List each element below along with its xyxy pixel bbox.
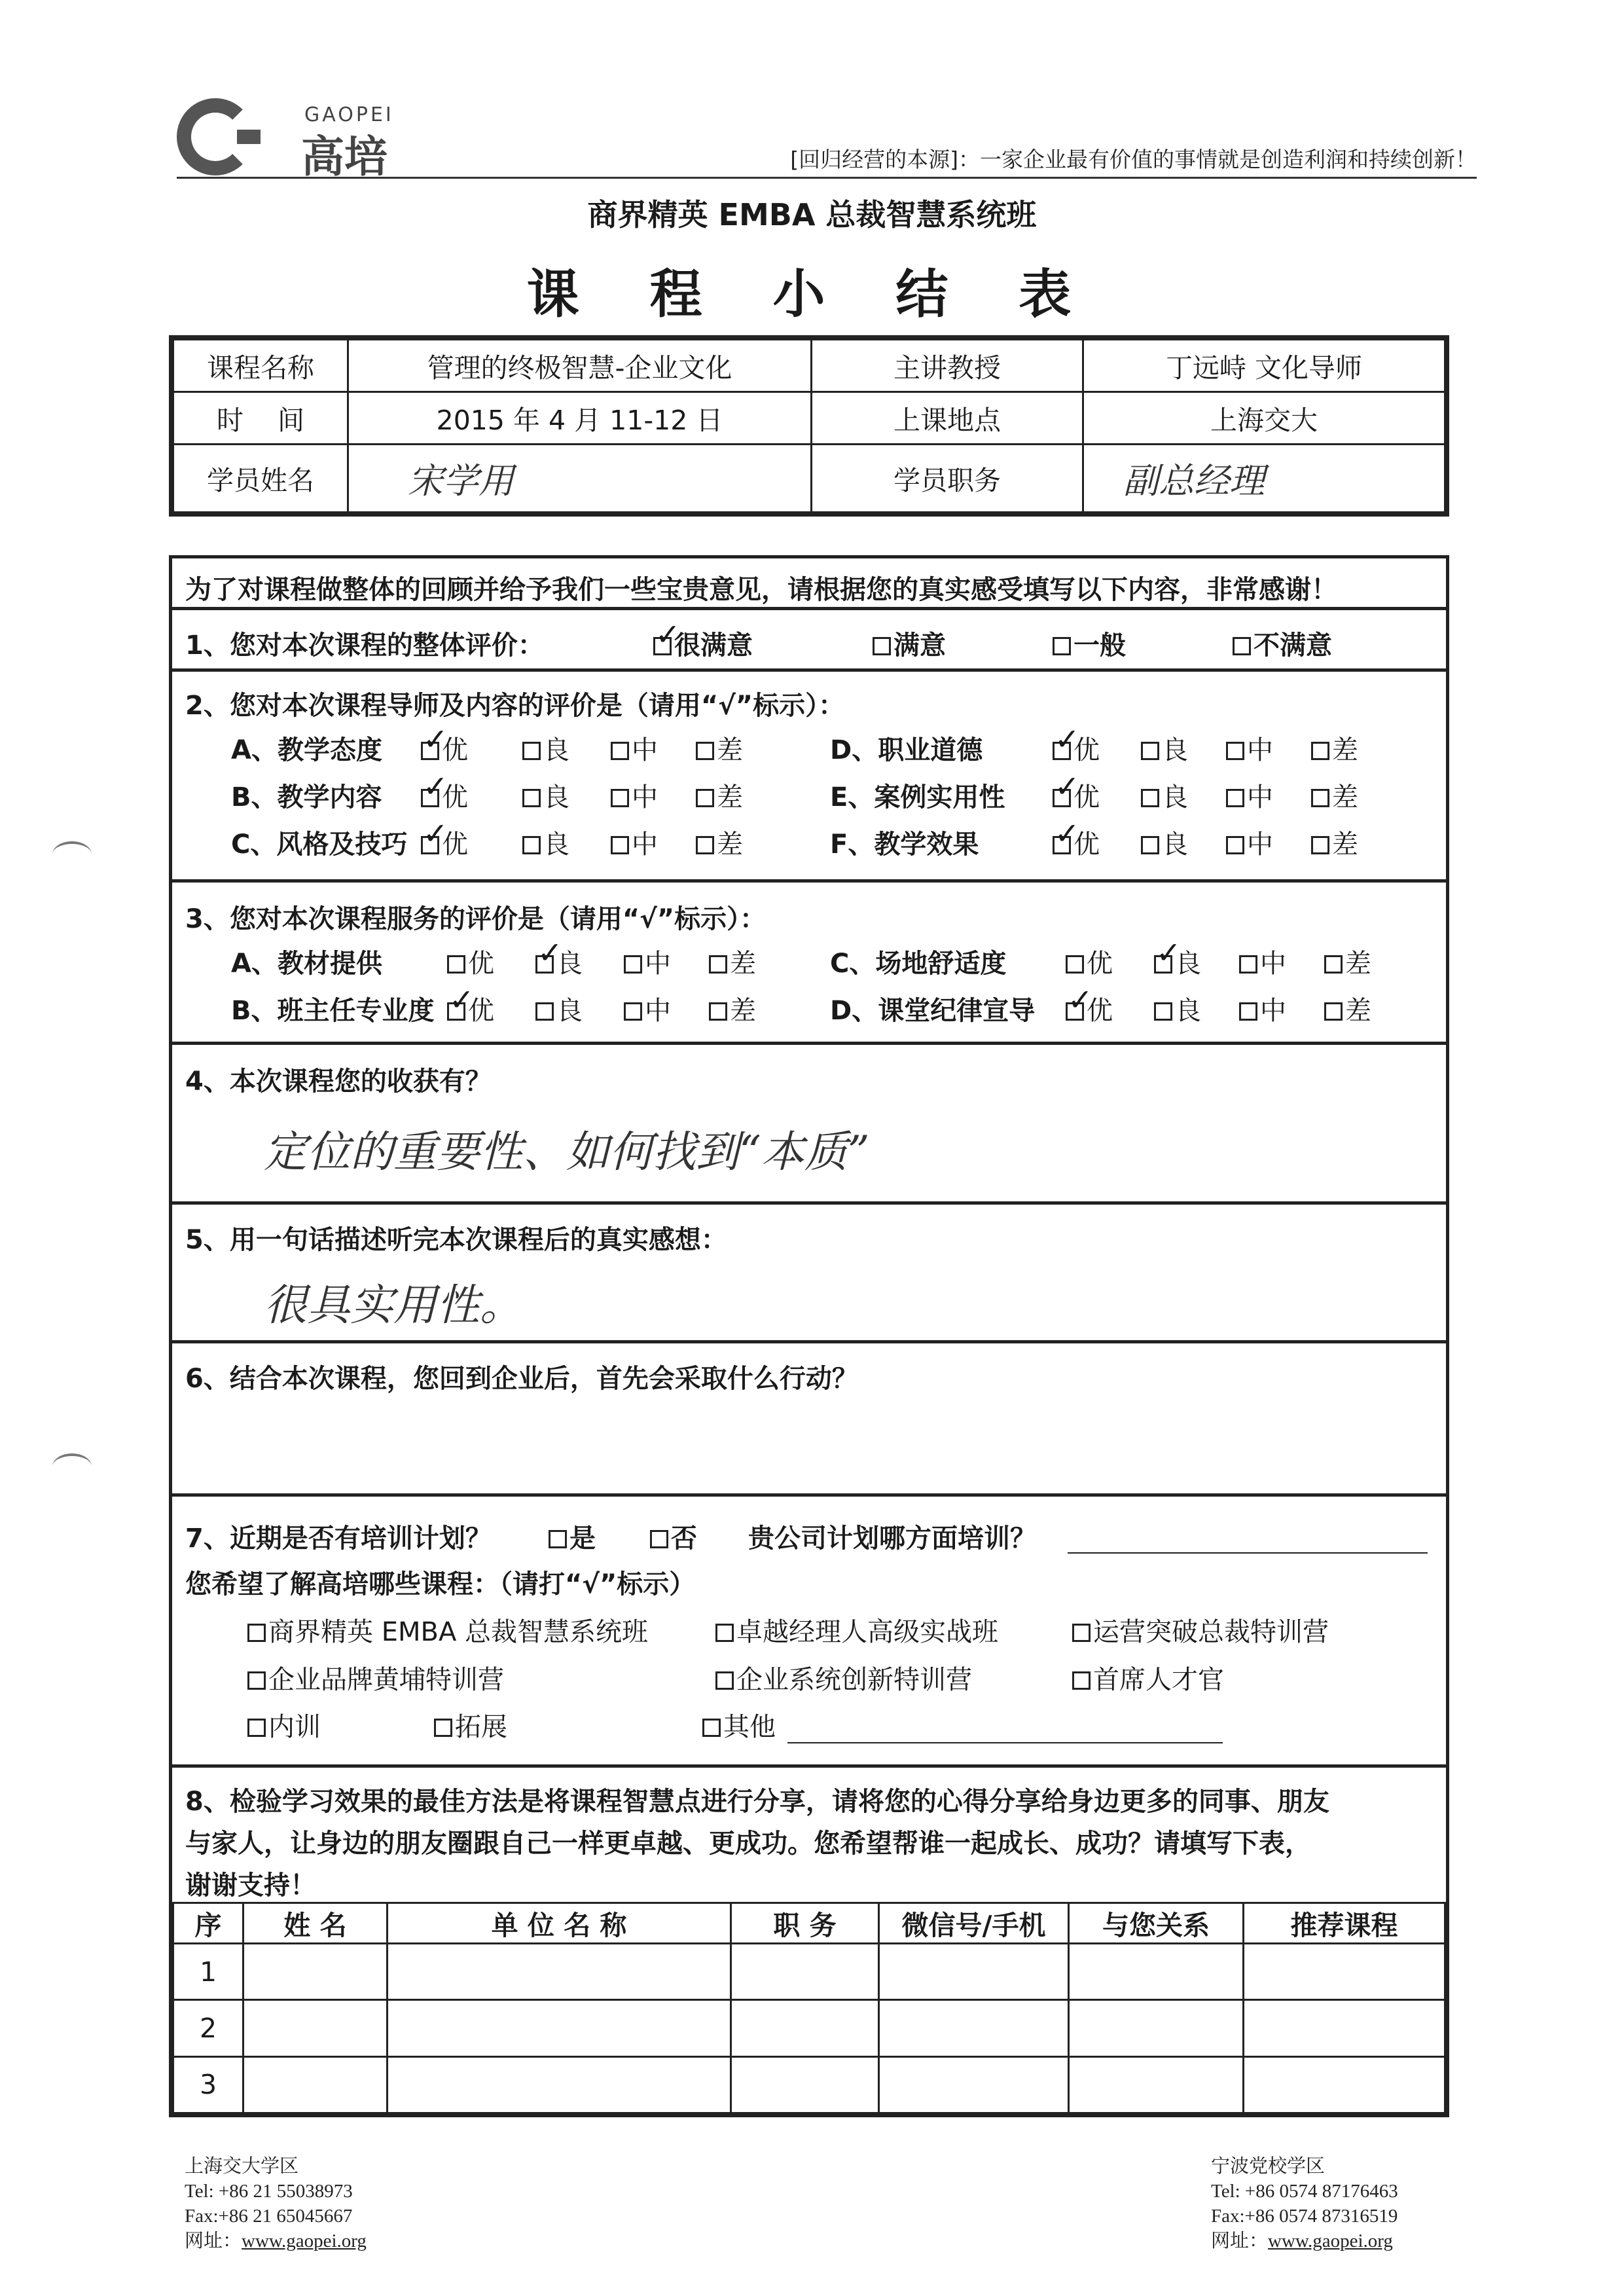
row-number: 3 xyxy=(173,2056,244,2113)
rating-option[interactable] xyxy=(447,990,494,1027)
checkbox-icon[interactable] xyxy=(1239,1002,1257,1021)
checkbox-checked-icon[interactable] xyxy=(447,1002,465,1021)
header-divider xyxy=(177,177,1477,179)
footer-right xyxy=(1211,2154,1398,2253)
checkbox-icon[interactable] xyxy=(611,836,629,854)
course-option[interactable]: 运营突破总裁特训营 xyxy=(1072,1611,1329,1649)
referral-input-cell[interactable] xyxy=(731,2000,879,2056)
referral-input-cell[interactable] xyxy=(1244,2056,1445,2113)
checkbox-icon[interactable] xyxy=(1324,955,1343,974)
rating-option[interactable] xyxy=(611,729,658,767)
q5-section xyxy=(169,1205,1449,1343)
referral-input-cell[interactable] xyxy=(731,1944,879,2000)
rating-item-label: D、课堂纪律宣导 xyxy=(830,996,1036,1026)
checkbox-icon[interactable] xyxy=(696,742,714,760)
checkbox-icon[interactable] xyxy=(1154,1002,1172,1021)
rating-option[interactable] xyxy=(535,943,583,980)
course-option[interactable]: 首席人才官 xyxy=(1072,1659,1224,1696)
rating-item-label: B、教学内容 xyxy=(231,782,382,812)
checkbox-checked-icon[interactable] xyxy=(1066,1002,1084,1021)
rating-option[interactable] xyxy=(522,729,569,767)
rating-grade-label: 良 xyxy=(543,829,569,860)
rating-option[interactable] xyxy=(1141,824,1188,861)
q7-wish-text: 您希望了解高培哪些课程：（请打“√”标示） xyxy=(185,1569,696,1599)
rating-option[interactable] xyxy=(1311,824,1358,861)
rating-option[interactable] xyxy=(421,824,468,861)
q3-section xyxy=(169,883,1449,1045)
q7-plan-text: 贵公司计划哪方面培训？ xyxy=(748,1523,1036,1554)
teacher-label: 主讲教授 xyxy=(812,340,1083,392)
rating-grade-label: 优 xyxy=(442,735,468,765)
rating-option[interactable] xyxy=(611,776,658,814)
q6-text: 6、结合本次课程，您回到企业后，首先会采取什么行动？ xyxy=(185,1364,858,1394)
rating-option[interactable] xyxy=(709,990,756,1027)
checkbox-checked-icon[interactable] xyxy=(1154,955,1172,974)
q7-section xyxy=(169,1497,1449,1768)
rating-option[interactable] xyxy=(447,943,494,980)
q4-answer[interactable]: 定位的重要性、如何找到“本质” xyxy=(264,1127,870,1177)
checkbox-icon[interactable] xyxy=(1141,789,1159,807)
logo-en-text: GAOPEI xyxy=(304,103,394,126)
campus-tel: Tel: +86 21 55038973 xyxy=(185,2181,353,2202)
q5-text: 5、用一句话描述听完本次课程后的真实感想： xyxy=(185,1225,727,1255)
rating-grade-label: 优 xyxy=(1074,782,1100,812)
rating-option[interactable] xyxy=(1239,943,1286,980)
checkbox-checked-icon[interactable] xyxy=(535,955,554,974)
referral-input-cell[interactable] xyxy=(1069,2000,1244,2056)
referral-input-cell[interactable] xyxy=(879,2000,1069,2056)
rating-option[interactable] xyxy=(624,943,671,980)
rating-grade-label: 中 xyxy=(1247,829,1273,860)
logo-cn-text: 高培 xyxy=(301,132,388,182)
rating-item-label: E、案例实用性 xyxy=(830,782,1005,812)
student-name-label: 学员姓名 xyxy=(173,445,348,513)
campus-tel: Tel: +86 0574 87176463 xyxy=(1211,2181,1398,2202)
checkbox-icon[interactable] xyxy=(1324,1002,1343,1021)
q7-option-yes[interactable]: 是 xyxy=(549,1518,596,1555)
rating-option[interactable] xyxy=(1226,776,1273,814)
rating-grade-label: 优 xyxy=(1074,829,1100,860)
referral-header-cell: 推荐课程 xyxy=(1244,1903,1445,1944)
rating-grade-label: 差 xyxy=(717,735,743,765)
checkbox-icon[interactable] xyxy=(522,836,541,854)
row-number: 2 xyxy=(173,2000,244,2056)
referral-input-cell[interactable] xyxy=(879,1944,1069,2000)
q7-text: 7、近期是否有培训计划？ xyxy=(185,1523,492,1554)
q8-text-line2: 与家人，让身边的朋友圈跟自己一样更卓越、更成功。您希望帮谁一起成长、成功？请填写下表， xyxy=(185,1829,1311,1859)
rating-grade-label: 差 xyxy=(717,829,743,860)
checkbox-icon[interactable] xyxy=(696,789,714,807)
rating-grade-label: 良 xyxy=(543,782,569,812)
referral-table xyxy=(172,1902,1446,2114)
q4-text: 4、本次课程您的收获有？ xyxy=(185,1066,492,1097)
checkbox-icon[interactable] xyxy=(1066,955,1084,974)
punch-hole-mark xyxy=(52,841,92,867)
referral-input-cell[interactable] xyxy=(244,2056,388,2113)
footer-left xyxy=(185,2154,367,2253)
q1-text: 1、您对本次课程的整体评价： xyxy=(185,630,544,661)
student-position-value[interactable]: 副总经理 xyxy=(1083,445,1445,513)
referral-header-cell: 单 位 名 称 xyxy=(388,1903,731,1944)
q8-text-line1: 8、检验学习效果的最佳方法是将课程智慧点进行分享，请将您的心得分享给身边更多的同事、朋友 xyxy=(185,1787,1329,1817)
referral-input-cell[interactable] xyxy=(244,2000,388,2056)
rating-grade-label: 良 xyxy=(1175,996,1201,1026)
rating-option[interactable] xyxy=(1154,943,1201,980)
rating-option[interactable] xyxy=(1066,990,1113,1027)
checkbox-icon[interactable] xyxy=(624,1002,642,1021)
checkbox-icon[interactable] xyxy=(709,955,727,974)
rating-option[interactable] xyxy=(1226,729,1273,767)
website-link[interactable]: www.gaopei.org xyxy=(242,2231,367,2251)
rating-grade-label: 良 xyxy=(556,949,583,979)
q8-text-line3: 谢谢支持！ xyxy=(185,1870,316,1901)
checkbox-icon[interactable] xyxy=(1141,742,1159,760)
rating-option[interactable] xyxy=(696,776,743,814)
rating-option[interactable] xyxy=(1324,990,1371,1027)
rating-grade-label: 差 xyxy=(1332,782,1358,812)
rating-grade-label: 中 xyxy=(632,782,658,812)
checkbox-checked-icon[interactable] xyxy=(421,742,439,760)
rating-item-label: C、场地舒适度 xyxy=(830,949,1007,979)
row-number: 1 xyxy=(173,1944,244,2000)
q3-text: 3、您对本次课程服务的评价是（请用“√”标示）： xyxy=(185,904,767,934)
referral-row xyxy=(173,1944,1445,2000)
checkbox-icon[interactable] xyxy=(247,1719,266,1737)
checkbox-icon[interactable] xyxy=(1141,836,1159,854)
rating-grade-label: 中 xyxy=(1260,996,1286,1026)
checkbox-icon[interactable] xyxy=(624,955,642,974)
rating-grade-label: 优 xyxy=(468,996,494,1026)
checkbox-icon[interactable] xyxy=(611,742,629,760)
campus-fax: Fax:+86 0574 87316519 xyxy=(1211,2206,1398,2227)
checkbox-icon[interactable] xyxy=(535,1002,554,1021)
checkbox-icon[interactable] xyxy=(1226,742,1244,760)
time-value: 2015 年 4 月 11-12 日 xyxy=(348,392,812,445)
document-title: 课 程 小 结 表 xyxy=(526,264,1098,325)
campus-name: 宁波党校学区 xyxy=(1211,2156,1326,2177)
rating-grade-label: 优 xyxy=(468,949,494,979)
q1-option-unsatisfied[interactable]: 不满意 xyxy=(1233,625,1332,662)
q8-section xyxy=(169,1768,1449,2117)
checkbox-icon[interactable] xyxy=(247,1624,266,1642)
gaopei-logo xyxy=(177,98,419,182)
campus-fax: Fax:+86 21 65045667 xyxy=(185,2206,353,2227)
rating-option[interactable] xyxy=(522,776,569,814)
checkbox-icon[interactable] xyxy=(1072,1671,1091,1690)
q7-option-no[interactable]: 否 xyxy=(650,1518,697,1555)
rating-grade-label: 良 xyxy=(1162,782,1188,812)
rating-option[interactable] xyxy=(624,990,671,1027)
course-option[interactable]: 企业系统创新特训营 xyxy=(715,1659,972,1696)
rating-option[interactable] xyxy=(1226,824,1273,861)
course-option[interactable]: 商界精英 EMBA 总裁智慧系统班 xyxy=(247,1611,648,1649)
rating-item-label: C、风格及技巧 xyxy=(231,829,408,860)
rating-item-label: A、教材提供 xyxy=(231,949,382,979)
rating-option[interactable] xyxy=(696,824,743,861)
referral-input-cell[interactable] xyxy=(1244,2000,1445,2056)
rating-grade-label: 良 xyxy=(1162,829,1188,860)
referral-row xyxy=(173,2000,1445,2056)
q1-option-average[interactable]: 一般 xyxy=(1053,625,1126,662)
course-option[interactable]: 企业品牌黄埔特训营 xyxy=(247,1659,504,1696)
other-fill-line[interactable] xyxy=(787,1742,1223,1743)
checkbox-icon[interactable] xyxy=(1311,742,1329,760)
course-option[interactable]: 卓越经理人高级实战班 xyxy=(715,1611,998,1649)
course-info-table xyxy=(169,335,1449,517)
q6-section xyxy=(169,1343,1449,1497)
course-name-label: 课程名称 xyxy=(173,340,348,392)
referral-header-cell: 序 xyxy=(173,1903,244,1944)
q7-plan-line[interactable] xyxy=(1068,1552,1428,1554)
checkbox-icon[interactable] xyxy=(247,1671,266,1690)
rating-grade-label: 差 xyxy=(1332,735,1358,765)
referral-header-cell: 姓 名 xyxy=(244,1903,388,1944)
rating-grade-label: 优 xyxy=(1087,996,1113,1026)
checkbox-checked-icon[interactable] xyxy=(421,836,439,854)
q1-option-very-satisfied[interactable]: ✓ 很满意 xyxy=(653,625,753,662)
place-value: 上海交大 xyxy=(1083,392,1445,445)
referral-header-cell: 与您关系 xyxy=(1069,1903,1244,1944)
rating-grade-label: 中 xyxy=(632,829,658,860)
referral-input-cell[interactable] xyxy=(388,2000,731,2056)
referral-input-cell[interactable] xyxy=(1244,1944,1445,2000)
checkbox-icon[interactable] xyxy=(522,742,541,760)
rating-grade-label: 差 xyxy=(1345,949,1371,979)
checkbox-checked-icon[interactable] xyxy=(653,637,672,655)
web-label: 网址： xyxy=(1211,2231,1269,2251)
place-label: 上课地点 xyxy=(812,392,1083,445)
q1-option-satisfied[interactable]: 满意 xyxy=(873,625,946,662)
referral-input-cell[interactable] xyxy=(388,1944,731,2000)
checkbox-icon[interactable] xyxy=(715,1624,734,1642)
checkbox-checked-icon[interactable] xyxy=(1053,836,1071,854)
rating-option[interactable] xyxy=(535,990,583,1027)
rating-option[interactable] xyxy=(696,729,743,767)
q1-section xyxy=(169,610,1449,672)
rating-grade-label: 中 xyxy=(645,949,671,979)
rating-option[interactable] xyxy=(1141,729,1188,767)
rating-option[interactable] xyxy=(1053,824,1100,861)
rating-option[interactable] xyxy=(611,824,658,861)
checkbox-icon[interactable] xyxy=(1311,836,1329,854)
rating-option[interactable] xyxy=(1311,729,1358,767)
rating-grade-label: 中 xyxy=(1247,782,1273,812)
referral-input-cell[interactable] xyxy=(1069,1944,1244,2000)
checkbox-icon[interactable] xyxy=(1226,836,1244,854)
intro-text: 为了对课程做整体的回顾并给予我们一些宝贵意见，请根据您的真实感受填写以下内容，非常感谢！ xyxy=(185,575,1337,605)
rating-option[interactable] xyxy=(1311,776,1358,814)
time-label: 时 间 xyxy=(173,392,348,445)
rating-item-label: B、班主任专业度 xyxy=(231,996,435,1026)
rating-grade-label: 良 xyxy=(1175,949,1201,979)
rating-grade-label: 良 xyxy=(556,996,583,1026)
program-subtitle: 商界精英 EMBA 总裁智慧系统班 xyxy=(587,197,1037,232)
checkbox-icon[interactable] xyxy=(715,1671,734,1690)
referral-input-cell[interactable] xyxy=(731,2056,879,2113)
checkbox-checked-icon[interactable] xyxy=(1053,789,1071,807)
rating-grade-label: 优 xyxy=(442,829,468,860)
rating-grade-label: 差 xyxy=(1332,829,1358,860)
course-option[interactable]: 拓展 xyxy=(434,1706,507,1743)
rating-grade-label: 中 xyxy=(1247,735,1273,765)
rating-option[interactable] xyxy=(1066,943,1113,980)
rating-item-label: D、职业道德 xyxy=(830,735,983,765)
checkbox-icon[interactable] xyxy=(1311,789,1329,807)
campus-name: 上海交大学区 xyxy=(185,2156,299,2177)
rating-grade-label: 优 xyxy=(1074,735,1100,765)
q4-section xyxy=(169,1045,1449,1205)
web-label: 网址： xyxy=(185,2231,242,2251)
referral-header-cell: 微信号/手机 xyxy=(879,1903,1069,1944)
checkbox-icon[interactable] xyxy=(1226,789,1244,807)
referral-input-cell[interactable] xyxy=(244,1944,388,2000)
rating-grade-label: 优 xyxy=(442,782,468,812)
rating-option[interactable] xyxy=(522,824,569,861)
rating-grade-label: 差 xyxy=(730,996,756,1026)
rating-grade-label: 中 xyxy=(632,735,658,765)
course-option-other[interactable]: 其他 xyxy=(702,1706,776,1743)
rating-option[interactable] xyxy=(421,776,468,814)
rating-option[interactable] xyxy=(1141,776,1188,814)
rating-option[interactable] xyxy=(709,943,756,980)
checkbox-icon[interactable] xyxy=(1053,637,1071,655)
rating-grade-label: 差 xyxy=(717,782,743,812)
checkbox-icon[interactable] xyxy=(1233,637,1251,655)
rating-option[interactable] xyxy=(1154,990,1201,1027)
rating-grade-label: 差 xyxy=(730,949,756,979)
rating-option[interactable] xyxy=(1324,943,1371,980)
q2-section xyxy=(169,672,1449,883)
slogan: [回归经营的本源]：一家企业最有价值的事情就是创造利润和持续创新！ xyxy=(790,147,1477,172)
checkbox-icon[interactable] xyxy=(1072,1624,1091,1642)
rating-option[interactable] xyxy=(1053,776,1100,814)
checkbox-checked-icon[interactable] xyxy=(421,789,439,807)
checkbox-icon[interactable] xyxy=(522,789,541,807)
checkbox-icon[interactable] xyxy=(709,1002,727,1021)
referral-input-cell[interactable] xyxy=(879,2056,1069,2113)
intro-section xyxy=(169,555,1449,610)
q5-answer[interactable]: 很具实用性。 xyxy=(264,1280,523,1330)
checkbox-icon[interactable] xyxy=(611,789,629,807)
referral-input-cell[interactable] xyxy=(1069,2056,1244,2113)
checkbox-icon[interactable] xyxy=(696,836,714,854)
referral-row xyxy=(173,2056,1445,2113)
student-position-label: 学员职务 xyxy=(812,445,1083,513)
rating-grade-label: 中 xyxy=(1260,949,1286,979)
rating-grade-label: 良 xyxy=(1162,735,1188,765)
student-name-value[interactable]: 宋学用 xyxy=(348,445,812,513)
rating-grade-label: 优 xyxy=(1087,949,1113,979)
q2-text: 2、您对本次课程导师及内容的评价是（请用“√”标示）： xyxy=(185,691,845,721)
website-link[interactable]: www.gaopei.org xyxy=(1268,2231,1393,2251)
checkbox-icon[interactable] xyxy=(873,637,891,655)
checkbox-icon[interactable] xyxy=(447,955,465,974)
rating-grade-label: 中 xyxy=(645,996,671,1026)
checkbox-icon[interactable] xyxy=(702,1719,721,1737)
referral-input-cell[interactable] xyxy=(388,2056,731,2113)
course-name-value: 管理的终极智慧-企业文化 xyxy=(348,340,812,392)
checkbox-icon[interactable] xyxy=(549,1530,567,1548)
teacher-value: 丁远峙 文化导师 xyxy=(1083,340,1445,392)
rating-grade-label: 良 xyxy=(543,735,569,765)
rating-item-label: F、教学效果 xyxy=(830,829,979,860)
checkbox-icon[interactable] xyxy=(1239,955,1257,974)
referral-header-cell: 职 务 xyxy=(731,1903,879,1944)
rating-option[interactable] xyxy=(1053,729,1100,767)
rating-option[interactable] xyxy=(1239,990,1286,1027)
checkbox-icon[interactable] xyxy=(650,1530,668,1548)
rating-option[interactable] xyxy=(421,729,468,767)
course-option[interactable]: 内训 xyxy=(247,1706,321,1743)
checkbox-icon[interactable] xyxy=(434,1719,452,1737)
rating-grade-label: 差 xyxy=(1345,996,1371,1026)
checkbox-checked-icon[interactable] xyxy=(1053,742,1071,760)
rating-item-label: A、教学态度 xyxy=(231,735,382,765)
punch-hole-mark xyxy=(52,1453,92,1480)
